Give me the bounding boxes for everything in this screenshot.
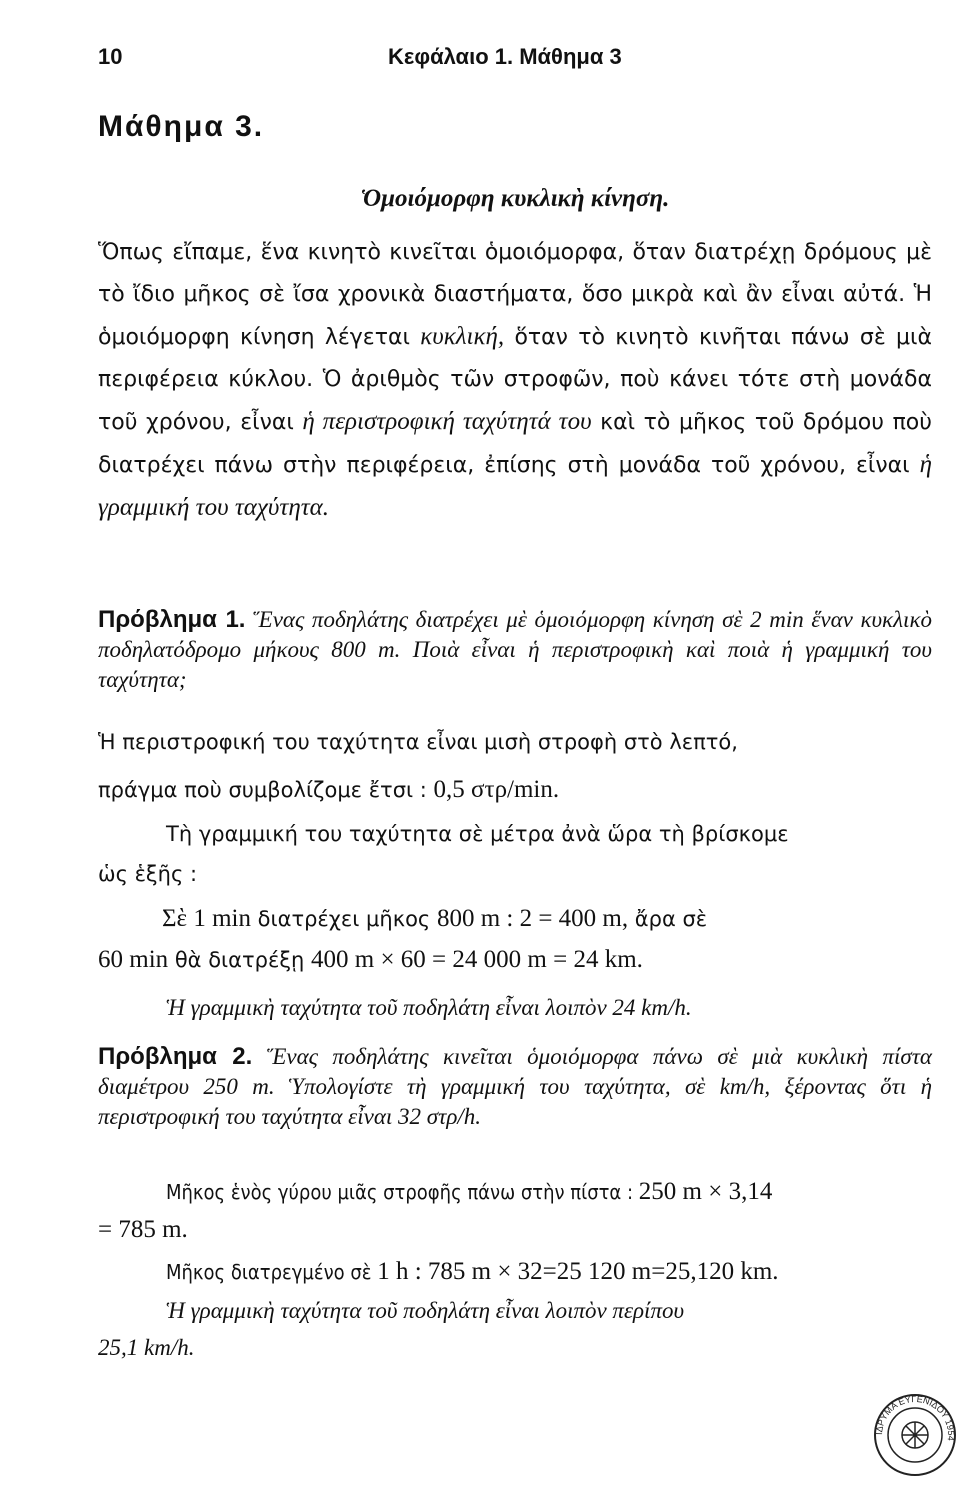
calc-text: θὰ διατρέξῃ <box>168 948 312 972</box>
calc-text: Σὲ <box>162 905 194 932</box>
problem-1-label: Πρόβλημα 1. <box>98 606 246 633</box>
problem-1-answer-line-1: Ἡ περιστροφική του ταχύτητα εἶναι μισὴ στροφὴ στὸ λεπτό, <box>98 730 738 754</box>
intro-paragraph <box>98 232 932 530</box>
intro-text-1: Ὅπως εἴπαμε, ἕνα κινητὸ κινεῖται ὁμοιόμορφα, ὅταν διατρέχῃ δρόμους μὲ τὸ ἴδιο μῆκος σὲ ἴσα χρονικὰ διαστήματα, ὅσο μικρὰ καὶ ἂν εἶναι αὐτά. Ἡ ὁμοιόμορφη κίνηση λέγεται <box>98 240 932 350</box>
problem-1-text: Ἕνας ποδηλάτης διατρέχει μὲ ὁμοιόμορφη κίνηση σὲ 2 min ἕναν κυκλικὸ ποδηλατόδρομο μήκους 800 m. Ποιὰ εἶναι ἡ περιστροφικὴ καὶ ποιὰ ἡ γραμμική του ταχύτητα; <box>98 607 932 692</box>
problem-2-text: Ἕνας ποδηλάτης κινεῖται ὁμοιόμορφα πάνω σὲ μιὰ κυκλικὴ πίστα διαμέτρου 250 m. Ὑπολογίστε τὴ γραμμική του ταχύτητα, σὲ km/h, ξέροντας ὅτι ἡ περιστροφική του ταχύτητα εἶναι 32 στρ/h. <box>98 1044 933 1129</box>
answer-value: 0,5 στρ/min. <box>433 776 560 803</box>
step-text: Μῆκος διατρεγμένο σὲ <box>166 1260 378 1284</box>
problem-2-step-2 <box>166 1258 932 1286</box>
problem-2-conclusion-line-2: 25,1 km/h. <box>98 1335 195 1360</box>
problem-2-step-1 <box>166 1178 932 1206</box>
calc-value: 60 min <box>98 946 169 973</box>
problem-1-answer-line-3: Τὴ γραμμική του ταχύτητα σὲ μέτρα ἀνὰ ὥρα τὴ βρίσκομε <box>166 822 789 846</box>
problem-2-step-1-result: = 785 m. <box>98 1216 188 1243</box>
lesson-title: Μάθημα 3. <box>98 110 265 143</box>
calc-text: διατρέχει μῆκος <box>250 907 437 931</box>
calc-value: 400 m × 60 = 24 000 m = 24 km. <box>311 946 643 973</box>
term-rotational-speed: ἡ περιστροφική ταχύτητά του <box>302 408 592 435</box>
calc-value: 1 min <box>193 905 251 932</box>
term-linear-speed: ἡ γραμμική του ταχύτητα. <box>98 451 932 521</box>
step-value: 1 h : 785 m × 32=25 120 m=25,120 km. <box>377 1258 779 1285</box>
problem-1-calc-line-2 <box>98 946 932 974</box>
step-value: 250 m × 3,14 <box>638 1178 773 1205</box>
problem-1-calc-line-1 <box>162 905 932 933</box>
answer-text: πράγμα ποὺ συμβολίζομε ἔτσι : <box>98 778 434 802</box>
section-title: Ὁμοιόμορφη κυκλικὴ κίνηση. <box>360 185 670 212</box>
term-circular: κυκλική, <box>420 323 505 350</box>
intro-text-2: ὅταν τὸ κινητὸ κινῆται πάνω σὲ μιὰ περιφέρεια κύκλου. Ὁ ἀριθμὸς τῶν στροφῶν, ποὺ κάνει τότε στὴ μονάδα τοῦ χρόνου, εἶναι <box>98 325 932 435</box>
calc-value: 800 m : 2 = 400 m, <box>436 905 629 932</box>
page-number: 10 <box>98 44 123 69</box>
page-header <box>98 40 932 80</box>
running-title: Κεφάλαιο 1. Μάθημα 3 <box>388 44 622 69</box>
step-text: Μῆκος ἑνὸς γύρου μιᾶς στροφῆς πάνω στὴν πίστα : <box>166 1180 639 1204</box>
foundation-seal-icon <box>870 1390 960 1480</box>
calc-text: ἄρα σὲ <box>628 907 708 931</box>
problem-2-label: Πρόβλημα 2. <box>98 1043 253 1070</box>
problem-1-answer-line-4: ὡς ἑξῆς : <box>98 862 198 886</box>
svg-text:ΙΔΡΥΜΑ ΕΥΓΕΝΙΔΟΥ 1954: ΙΔΡΥΜΑ ΕΥΓΕΝΙΔΟΥ 1954 <box>873 1393 957 1442</box>
problem-1-answer-line-2 <box>98 776 932 804</box>
problem-1-statement <box>98 605 932 695</box>
problem-2-statement <box>98 1042 932 1132</box>
problem-2-conclusion-line-1: Ἡ γραμμικὴ ταχύτητα τοῦ ποδηλάτη εἶναι λοιπὸν περίπου <box>166 1298 685 1323</box>
intro-text-3: καὶ τὸ μῆκος τοῦ δρόμου ποὺ διατρέχει πάνω στὴν περιφέρεια, ἐπίσης στὴ μονάδα τοῦ χρόνου, εἶναι <box>98 410 932 478</box>
problem-1-conclusion: Ἡ γραμμικὴ ταχύτητα τοῦ ποδηλάτη εἶναι λοιπὸν 24 km/h. <box>166 995 692 1020</box>
